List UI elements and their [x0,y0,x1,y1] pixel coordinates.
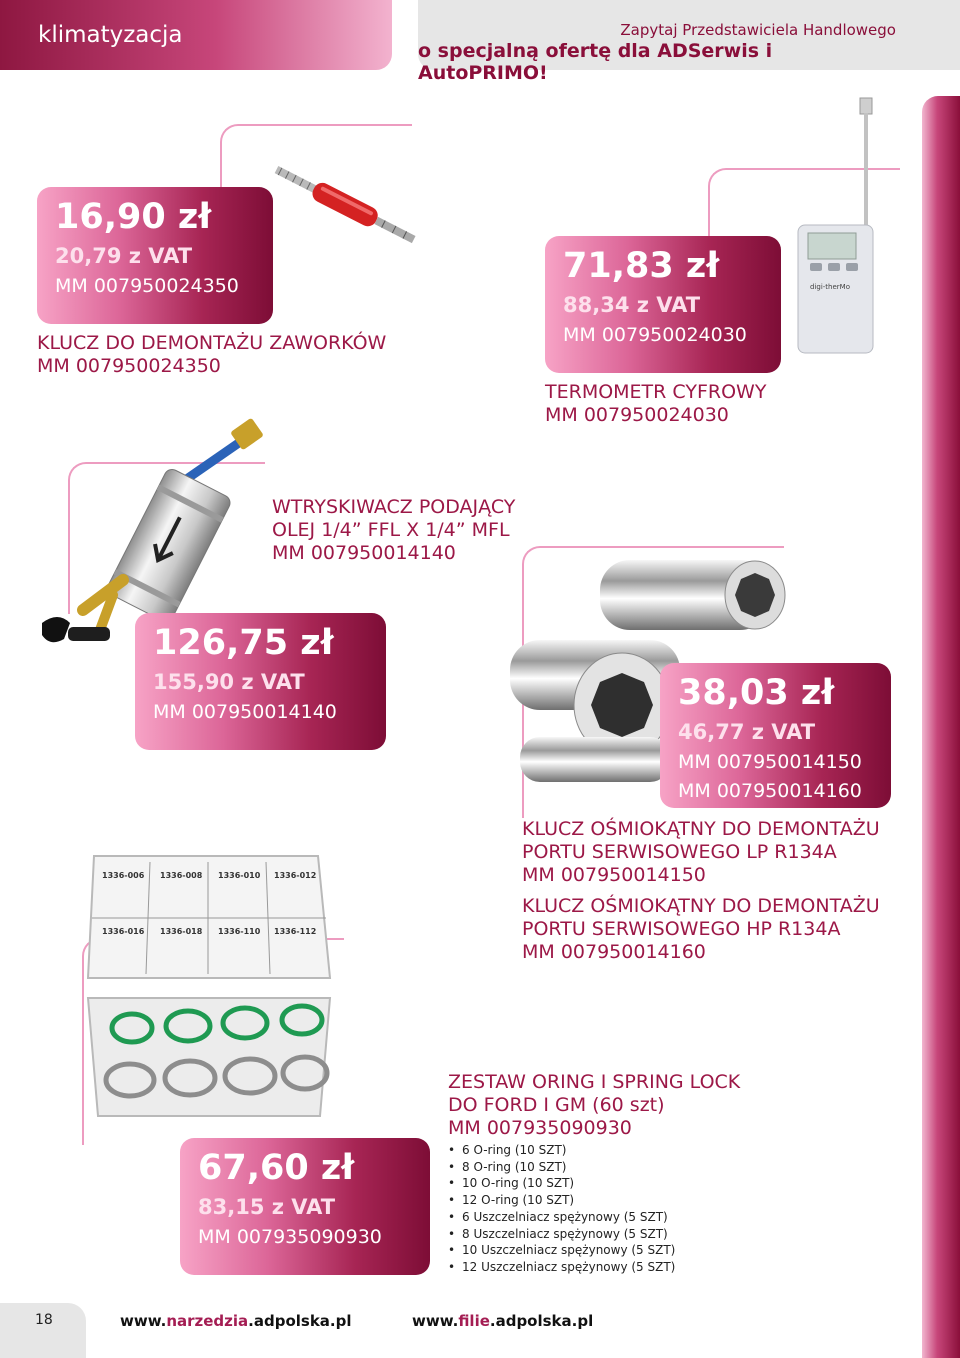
desc-line: MM 007950024030 [545,404,729,426]
price-with-vat: 46,77 z VAT [678,720,816,744]
url-highlight: filie [458,1312,490,1330]
description-oil-injector [272,496,515,565]
list-item: • 8 O-ring (10 SZT) [462,1159,675,1176]
page-number: 18 [35,1312,53,1328]
price: 67,60 zł [198,1148,355,1188]
side-decoration-bar [922,96,960,1358]
price: 38,03 zł [678,673,835,713]
kit-contents-list [448,1142,675,1276]
thermometer-image [790,95,890,357]
description-valve-key [37,332,386,378]
contact-line-2: o specjalną ofertę dla ADSerwis i AutoPRIMO! [418,40,773,84]
price-box-oil-injector [135,613,386,750]
product-code: MM 007935090930 [198,1226,382,1248]
valve-key-image [262,155,430,255]
list-item: • 10 O-ring (10 SZT) [462,1175,675,1192]
desc-line: TERMOMETR CYFROWY [545,381,767,403]
kit-label: 1336-016 [102,927,145,936]
url-prefix: www. [412,1312,459,1330]
oring-kit-image [80,848,336,1123]
product-code: MM 007950024030 [563,324,747,346]
price-with-vat: 83,15 z VAT [198,1195,336,1219]
desc-line: ZESTAW ORING I SPRING LOCK [448,1071,741,1093]
price-with-vat: 20,79 z VAT [55,244,193,268]
contact-line-1: Zapytaj Przedstawiciela Handlowego [620,21,896,39]
desc-line: PORTU SERWISOWEGO HP R134A [522,918,841,940]
desc-line: OLEJ 1/4” FFL X 1/4” MFL [272,519,510,541]
price: 126,75 zł [153,623,334,663]
section-header [0,0,392,70]
kit-label: 1336-006 [102,871,145,880]
desc-line: PORTU SERWISOWEGO LP R134A [522,841,837,863]
device-label: digi-therMo [810,283,850,291]
product-code-2: MM 007950014160 [678,780,862,802]
description-oring-kit [448,1071,740,1140]
desc-line: MM 007935090930 [448,1117,632,1139]
url-suffix: .adpolska.pl [489,1312,594,1330]
footer-link-filie[interactable] [412,1312,593,1330]
desc-line: MM 007950014160 [522,941,706,963]
desc-line: MM 007950014140 [272,542,456,564]
description-thermometer [545,381,766,427]
kit-label: 1336-018 [160,927,203,936]
url-suffix: .adpolska.pl [248,1312,352,1330]
list-item: • 8 Uszczelniacz spężynowy (5 SZT) [462,1226,675,1243]
price: 16,90 zł [55,197,212,237]
list-item: • 6 O-ring (10 SZT) [462,1142,675,1159]
footer-link-narzedzia[interactable] [120,1312,352,1330]
list-item: • 6 Uszczelniacz spężynowy (5 SZT) [462,1209,675,1226]
desc-line: MM 007950024350 [37,355,221,377]
page-number-tab [0,1303,86,1358]
price-box-thermometer [545,236,781,373]
kit-label: 1336-110 [218,927,261,936]
list-item: • 12 O-ring (10 SZT) [462,1192,675,1209]
price: 71,83 zł [563,246,720,286]
kit-label: 1336-112 [274,927,317,936]
kit-label: 1336-008 [160,871,203,880]
description-octagonal-keys [522,818,880,964]
product-code: MM 007950014140 [153,701,337,723]
price-box-oring-kit [180,1138,430,1275]
kit-label: 1336-010 [218,871,261,880]
product-code: MM 007950014150 [678,751,862,773]
section-title: klimatyzacja [38,22,183,48]
price-box-octagonal-keys [660,663,891,808]
list-item: • 10 Uszczelniacz spężynowy (5 SZT) [462,1242,675,1259]
price-with-vat: 88,34 z VAT [563,293,701,317]
desc-line: KLUCZ DO DEMONTAŻU ZAWORKÓW [37,332,387,354]
desc-line: MM 007950014150 [522,864,706,886]
price-box-valve-key [37,187,273,324]
url-highlight: narzedzia [166,1312,249,1330]
contact-banner [418,0,960,84]
product-code: MM 007950024350 [55,275,239,297]
price-with-vat: 155,90 z VAT [153,670,305,694]
desc-line: KLUCZ OŚMIOKĄTNY DO DEMONTAŻU [522,818,880,840]
kit-label: 1336-012 [274,871,317,880]
desc-line: WTRYSKIWACZ PODAJĄCY [272,496,516,518]
url-prefix: www. [120,1312,167,1330]
desc-line: KLUCZ OŚMIOKĄTNY DO DEMONTAŻU [522,895,880,917]
desc-line: DO FORD I GM (60 szt) [448,1094,665,1116]
list-item: • 12 Uszczelniacz spężynowy (5 SZT) [462,1259,675,1276]
